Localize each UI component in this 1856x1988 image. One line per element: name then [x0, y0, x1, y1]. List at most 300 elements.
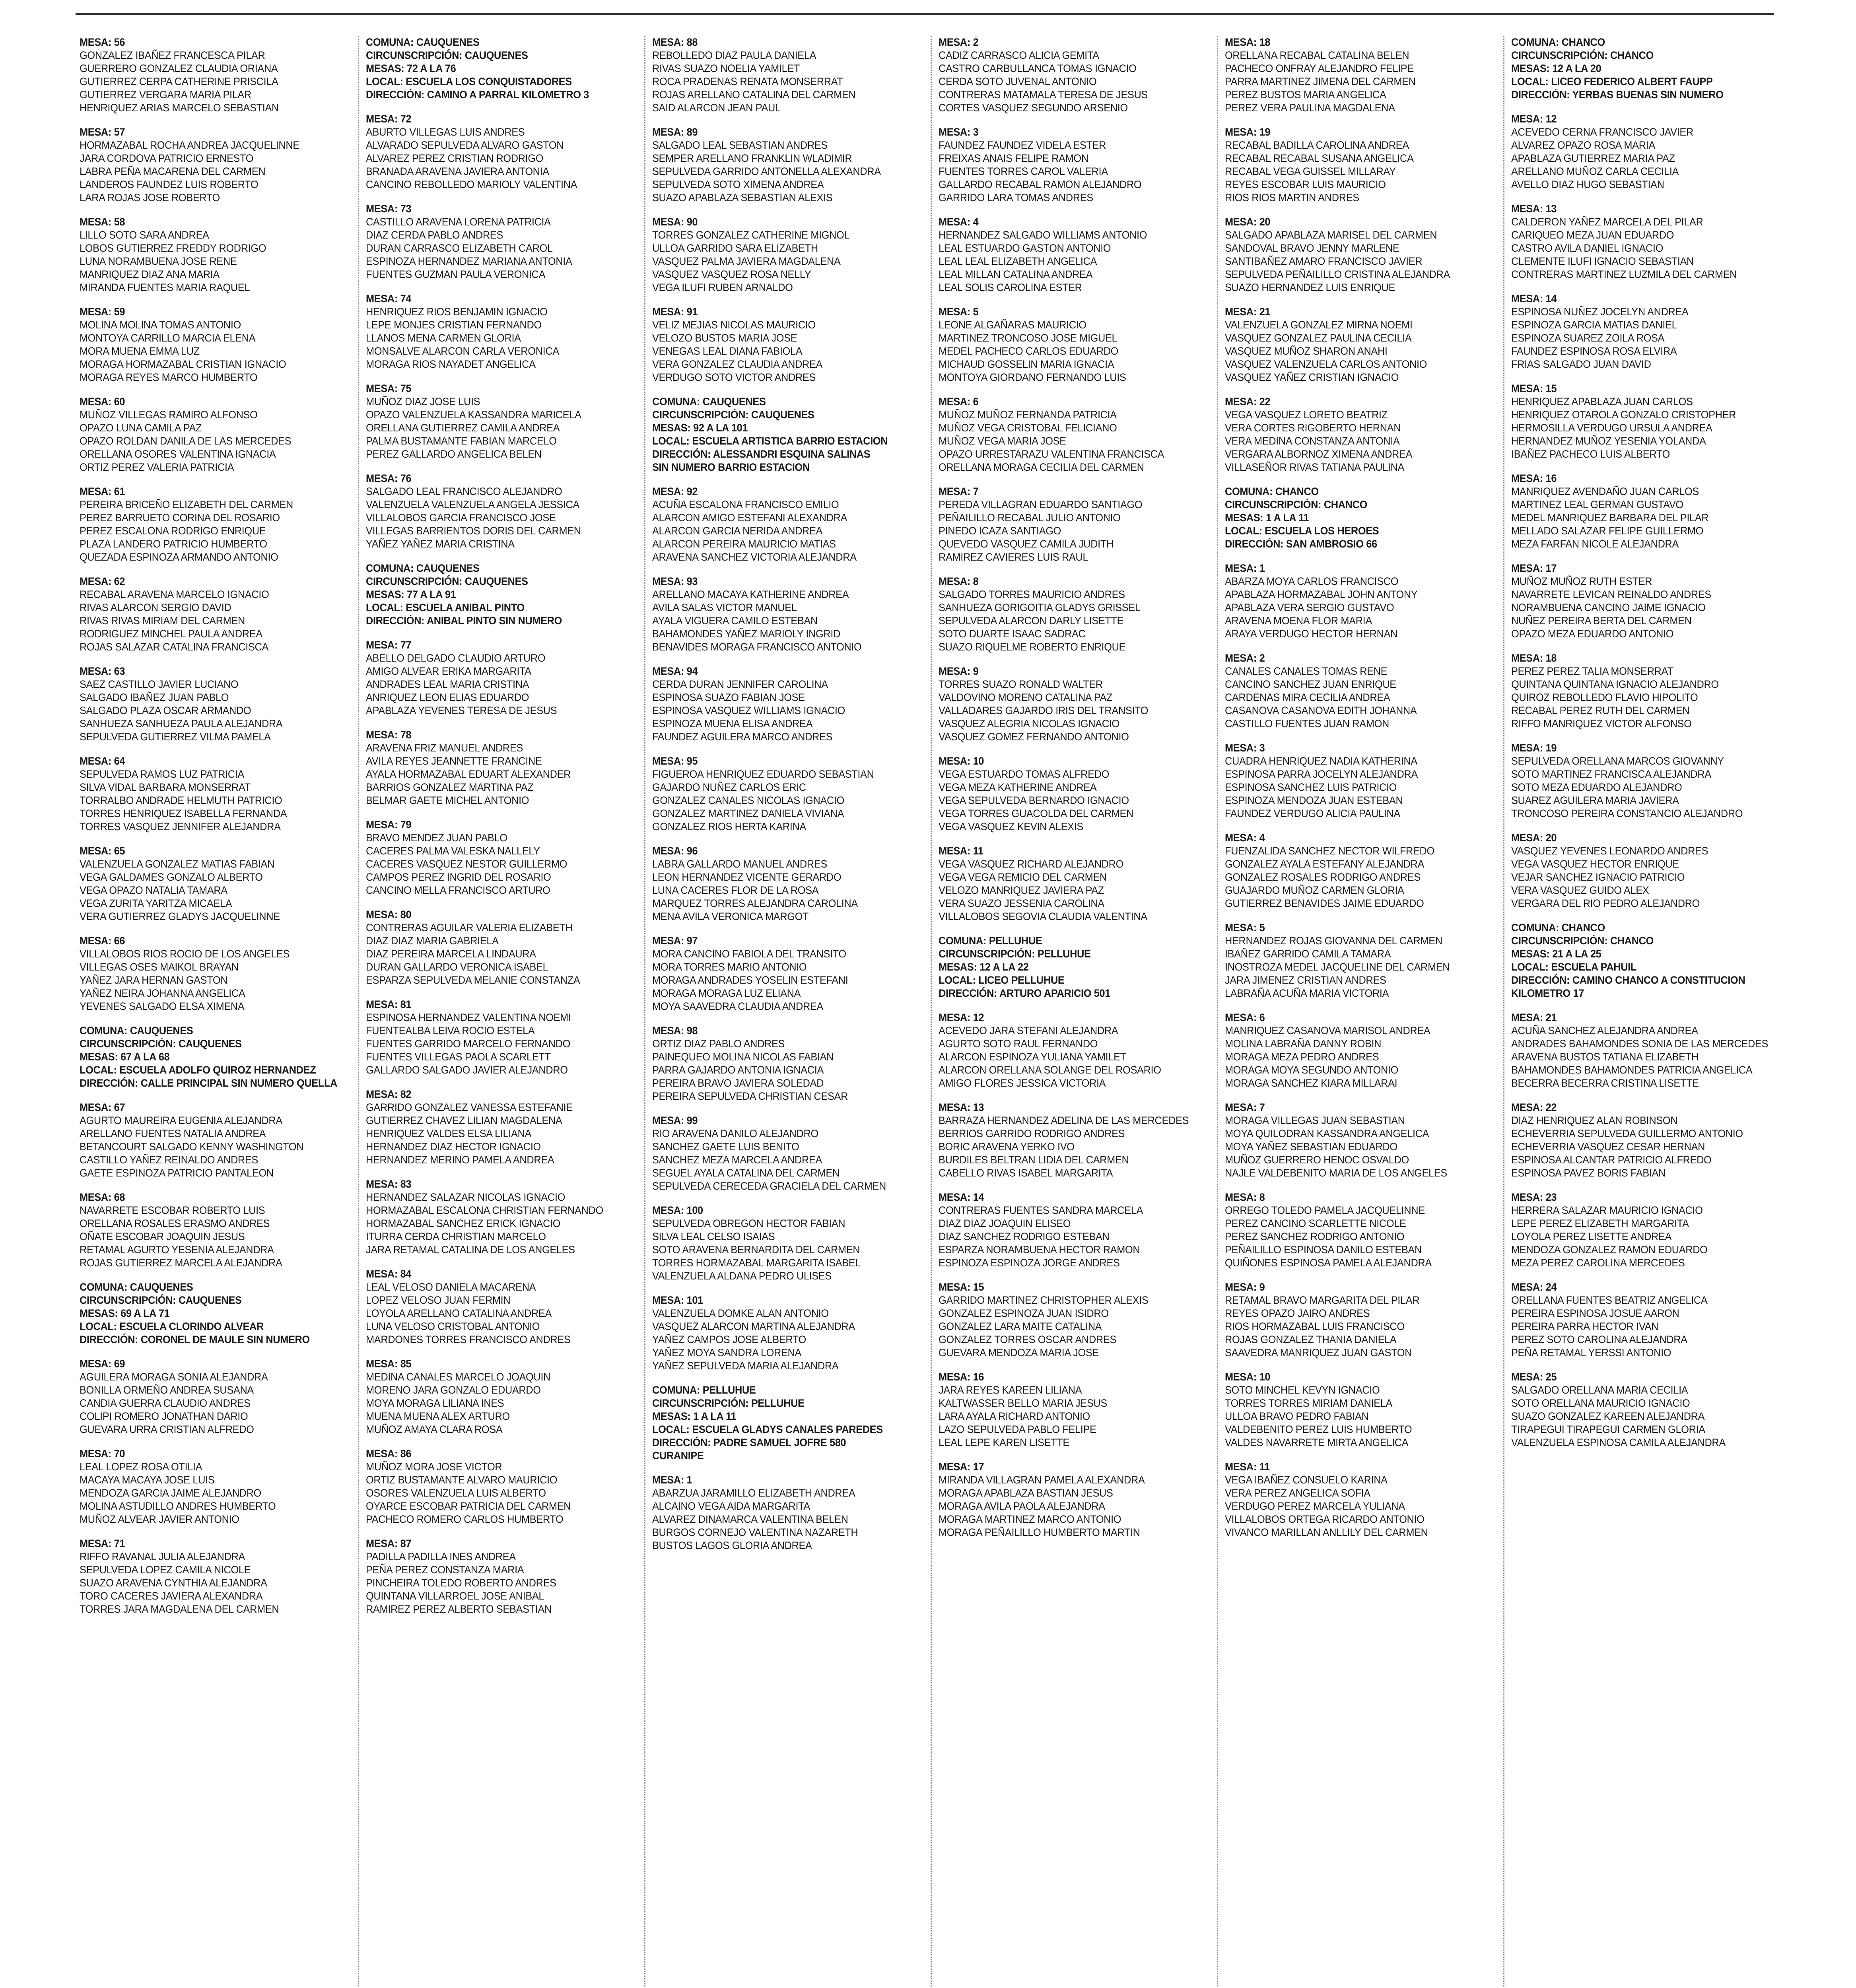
mesa-block [1511, 472, 1769, 551]
vocal-name: REYES OPAZO JAIRO ANDRES [1225, 1307, 1370, 1319]
mesa-block [652, 934, 910, 1013]
vocal-name: LARA AYALA RICHARD ANTONIO [939, 1410, 1090, 1422]
vocal-name: CADIZ CARRASCO ALICIA GEMITA [939, 49, 1099, 61]
vocal-name: BORIC ARAVENA YERKO IVO [939, 1141, 1075, 1153]
vocal-name: LEPE MONJES CRISTIAN FERNANDO [366, 319, 542, 331]
vocal-name: ARELLANO MACAYA KATHERINE ANDREA [652, 588, 849, 600]
vocal-name: FREIXAS ANAIS FELIPE RAMON [939, 152, 1088, 164]
top-rule [76, 13, 1774, 15]
mesa-title: MESA: 2 [939, 36, 979, 48]
vocal-name: CERDA SOTO JUVENAL ANTONIO [939, 76, 1097, 87]
vocal-name: LLANOS MENA CARMEN GLORIA [366, 332, 521, 344]
mesa-title: MESA: 73 [366, 203, 412, 215]
vocal-name: CORTES VASQUEZ SEGUNDO ARSENIO [939, 102, 1128, 114]
vocal-name: CAMPOS PEREZ INGRID DEL ROSARIO [366, 871, 551, 883]
vocal-name: LOYOLA PEREZ LISETTE ANDREA [1511, 1231, 1672, 1242]
vocal-name: ALVAREZ PEREZ CRISTIAN RODRIGO [366, 152, 544, 164]
vocal-name: TORRES HENRIQUEZ ISABELLA FERNANDA [80, 808, 287, 819]
vocal-name: HERNANDEZ ROJAS GIOVANNA DEL CARMEN [1225, 935, 1442, 947]
vocal-name: SEPULVEDA CERECEDA GRACIELA DEL CARMEN [652, 1180, 886, 1192]
vocal-name: AMIGO FLORES JESSICA VICTORIA [939, 1077, 1106, 1089]
vocal-name: TORRES SUAZO RONALD WALTER [939, 678, 1103, 690]
vocal-name: MORAGA APABLAZA BASTIAN JESUS [939, 1487, 1113, 1499]
mesa-block [652, 1294, 910, 1373]
vocal-name: MENDOZA GARCIA JAIME ALEJANDRO [80, 1487, 261, 1499]
vocal-name: MIRANDA FUENTES MARIA RAQUEL [80, 282, 250, 293]
vocal-name: GARRIDO GONZALEZ VANESSA ESTEFANIE [366, 1101, 573, 1113]
mesa-title: MESA: 89 [652, 126, 698, 138]
polling-place-line: MESAS: 12 A LA 20 [1511, 62, 1601, 74]
column-divider [931, 36, 932, 1988]
mesa-title: MESA: 1 [652, 1474, 692, 1486]
mesa-block [1225, 921, 1483, 1000]
vocal-name: ORELLANA RECABAL CATALINA BELEN [1225, 49, 1409, 61]
mesa-title: MESA: 84 [366, 1268, 412, 1280]
mesa-title: MESA: 71 [80, 1538, 125, 1549]
page-content [76, 36, 1782, 1988]
mesa-title: MESA: 19 [1225, 126, 1271, 138]
polling-place-line: LOCAL: ESCUELA LOS HEROES [1225, 525, 1379, 537]
vocal-name: SUAZO HERNANDEZ LUIS ENRIQUE [1225, 282, 1395, 293]
vocal-name: GONZALEZ IBAÑEZ FRANCESCA PILAR [80, 49, 265, 61]
mesa-block [366, 1268, 624, 1346]
mesa-title: MESA: 20 [1225, 216, 1271, 228]
vocal-name: ORREGO TOLEDO PAMELA JACQUELINNE [1225, 1204, 1425, 1216]
vocal-name: LEPE PEREZ ELIZABETH MARGARITA [1511, 1217, 1689, 1229]
mesa-title: MESA: 101 [652, 1294, 703, 1306]
mesa-title: MESA: 9 [1225, 1281, 1265, 1293]
vocal-name: ALCAINO VEGA AIDA MARGARITA [652, 1500, 810, 1512]
polling-place-line: DIRECCIÓN: CALLE PRINCIPAL SIN NUMERO QUELLA [80, 1077, 338, 1089]
vocal-name: GARRIDO LARA TOMAS ANDRES [939, 192, 1093, 204]
vocal-name: MUÑOZ AMAYA CLARA ROSA [366, 1423, 503, 1435]
vocal-name: ORTIZ PEREZ VALERIA PATRICIA [80, 461, 234, 473]
mesa-title: MESA: 97 [652, 935, 698, 947]
mesa-title: MESA: 69 [80, 1358, 125, 1370]
vocal-name: APABLAZA VERA SERGIO GUSTAVO [1225, 602, 1394, 613]
vocal-name: RECABAL VEGA GUISSEL MILLARAY [1225, 165, 1396, 177]
mesa-title: MESA: 64 [80, 755, 125, 767]
vocal-name: FRIAS SALGADO JUAN DAVID [1511, 358, 1651, 370]
vocal-name: ARAVENA SANCHEZ VICTORIA ALEJANDRA [652, 551, 857, 563]
vocal-name: VALENZUELA VALENZUELA ANGELA JESSICA [366, 499, 580, 511]
mesa-title: MESA: 67 [80, 1101, 125, 1113]
mesa-title: MESA: 95 [652, 755, 698, 767]
vocal-name: GUTIERREZ CERPA CATHERINE PRISCILA [80, 76, 278, 87]
vocal-name: RECABAL BADILLA CAROLINA ANDREA [1225, 139, 1409, 151]
vocal-name: MENA AVILA VERONICA MARGOT [652, 911, 809, 922]
column-5 [1225, 36, 1483, 1988]
polling-place-line: SIN NUMERO BARRIO ESTACION [652, 461, 810, 473]
vocal-name: ESPINOZA MENDOZA JUAN ESTEBAN [1225, 794, 1403, 806]
mesa-title: MESA: 21 [1511, 1011, 1557, 1023]
polling-place-line: COMUNA: PELLUHUE [939, 935, 1042, 947]
mesa-title: MESA: 87 [366, 1538, 412, 1549]
polling-place-line: MESAS: 21 A LA 25 [1511, 948, 1601, 960]
vocal-name: MORAGA PEÑAILILLO HUMBERTO MARTIN [939, 1526, 1140, 1538]
vocal-name: MIRANDA VILLAGRAN PAMELA ALEXANDRA [939, 1474, 1145, 1486]
vocal-name: MORAGA VILLEGAS JUAN SEBASTIAN [1225, 1114, 1405, 1126]
vocal-name: RECABAL ARAVENA MARCELO IGNACIO [80, 588, 269, 600]
mesa-title: MESA: 63 [80, 665, 125, 677]
mesa-title: MESA: 25 [1511, 1371, 1557, 1383]
vocal-name: ITURRA CERDA CHRISTIAN MARCELO [366, 1231, 546, 1242]
mesa-block [1511, 1371, 1769, 1449]
polling-place-line: CIRCUNSCRIPCIÓN: CAUQUENES [652, 409, 814, 421]
vocal-name: SEPULVEDA LOPEZ CAMILA NICOLE [80, 1564, 251, 1576]
vocal-name: VALDOVINO MORENO CATALINA PAZ [939, 691, 1113, 703]
vocal-name: PEÑAILILLO ESPINOSA DANILO ESTEBAN [1225, 1244, 1422, 1256]
vocal-name: VALLADARES GAJARDO IRIS DEL TRANSITO [939, 705, 1149, 716]
vocal-name: MELLADO SALAZAR FELIPE GUILLERMO [1511, 525, 1704, 537]
vocal-name: PARRA MARTINEZ JIMENA DEL CARMEN [1225, 76, 1416, 87]
polling-place-line: MESAS: 92 A LA 101 [652, 422, 748, 434]
mesa-block [80, 1101, 338, 1180]
vocal-name: MEZA PEREZ CAROLINA MERCEDES [1511, 1257, 1685, 1269]
mesa-title: MESA: 85 [366, 1358, 412, 1370]
vocal-name: AVILA SALAS VICTOR MANUEL [652, 602, 797, 613]
mesa-title: MESA: 75 [366, 382, 412, 394]
vocal-name: OPAZO VALENZUELA KASSANDRA MARICELA [366, 409, 581, 421]
vocal-name: VENEGAS LEAL DIANA FABIOLA [652, 345, 803, 357]
vocal-name: VILLEGAS BARRIENTOS DORIS DEL CARMEN [366, 525, 581, 537]
vocal-name: MORAGA ANDRADES YOSELIN ESTEFANI [652, 974, 848, 986]
vocal-name: VALENZUELA DOMKE ALAN ANTONIO [652, 1307, 829, 1319]
vocal-name: MUÑOZ MUÑOZ FERNANDA PATRICIA [939, 409, 1117, 421]
vocal-name: ESPINOZA SUAREZ ZOILA ROSA [1511, 332, 1665, 344]
mesa-block [1225, 742, 1483, 820]
mesa-block [1511, 1281, 1769, 1359]
mesa-title: MESA: 16 [1511, 472, 1557, 484]
vocal-name: ORTIZ DIAZ PABLO ANDRES [652, 1038, 785, 1050]
mesa-block [652, 36, 910, 115]
vocal-name: MORAGA REYES MARCO HUMBERTO [80, 371, 258, 383]
polling-place-line: COMUNA: CAUQUENES [366, 36, 480, 48]
vocal-name: GONZALEZ ESPINOZA JUAN ISIDRO [939, 1307, 1109, 1319]
polling-place-line: CIRCUNSCRIPCIÓN: CAUQUENES [80, 1294, 242, 1306]
vocal-name: RIFFO RAVANAL JULIA ALEJANDRA [80, 1551, 245, 1563]
mesa-title: MESA: 7 [1225, 1101, 1265, 1113]
vocal-name: SEPULVEDA ALARCON DARLY LISETTE [939, 615, 1124, 627]
vocal-name: PEREZ SANCHEZ RODRIGO ANTONIO [1225, 1231, 1405, 1242]
vocal-name: YAÑEZ MOYA SANDRA LORENA [652, 1347, 802, 1359]
vocal-name: SANCHEZ GAETE LUIS BENITO [652, 1141, 799, 1153]
mesa-title: MESA: 70 [80, 1448, 125, 1460]
mesa-title: MESA: 11 [939, 845, 983, 857]
mesa-title: MESA: 21 [1225, 306, 1271, 318]
vocal-name: ARELLANO MUÑOZ CARLA CECILIA [1511, 165, 1679, 177]
vocal-name: SEPULVEDA OBREGON HECTOR FABIAN [652, 1217, 845, 1229]
vocal-name: MANRIQUEZ AVENDAÑO JUAN CARLOS [1511, 485, 1699, 497]
vocal-name: SAEZ CASTILLO JAVIER LUCIANO [80, 678, 239, 690]
vocal-name: MOYA QUILODRAN KASSANDRA ANGELICA [1225, 1128, 1429, 1140]
vocal-name: GUTIERREZ BENAVIDES JAIME EDUARDO [1225, 897, 1424, 909]
vocal-name: HERNANDEZ MERINO PAMELA ANDREA [366, 1154, 554, 1166]
mesa-block [1511, 562, 1769, 641]
vocal-name: ULLOA GARRIDO SARA ELIZABETH [652, 242, 818, 254]
vocal-name: ARAVENA FRIZ MANUEL ANDRES [366, 742, 523, 754]
vocal-name: RECABAL RECABAL SUSANA ANGELICA [1225, 152, 1414, 164]
mesa-block [80, 215, 338, 294]
vocal-name: LEON HERNANDEZ VICENTE GERARDO [652, 871, 842, 883]
vocal-name: MUÑOZ ALVEAR JAVIER ANTONIO [80, 1513, 239, 1525]
vocal-name: ABARZUA JARAMILLO ELIZABETH ANDREA [652, 1487, 855, 1499]
mesa-block [1225, 1101, 1483, 1180]
vocal-name: ORELLANA FUENTES BEATRIZ ANGELICA [1511, 1294, 1708, 1306]
mesa-title: MESA: 24 [1511, 1281, 1557, 1293]
mesa-block [80, 1357, 338, 1436]
vocal-name: SANCHEZ MEZA MARCELA ANDREA [652, 1154, 822, 1166]
vocal-name: ALVAREZ OPAZO ROSA MARIA [1511, 139, 1655, 151]
polling-place-line: CIRCUNSCRIPCIÓN: PELLUHUE [939, 948, 1091, 960]
vocal-name: VEGA MEZA KATHERINE ANDREA [939, 781, 1097, 793]
mesa-block [1225, 562, 1483, 641]
polling-place-line: LOCAL: ESCUELA PAHUIL [1511, 961, 1636, 973]
vocal-name: MORAGA MORAGA LUZ ELIANA [652, 987, 801, 999]
vocal-name: VASQUEZ YEVENES LEONARDO ANDRES [1511, 845, 1708, 857]
mesa-title: MESA: 83 [366, 1178, 412, 1190]
mesa-title: MESA: 72 [366, 113, 412, 125]
mesa-title: MESA: 94 [652, 665, 698, 677]
vocal-name: SAID ALARCON JEAN PAUL [652, 102, 781, 114]
polling-place-line: MESAS: 12 A LA 22 [939, 961, 1029, 973]
vocal-name: VEGA SEPULVEDA BERNARDO IGNACIO [939, 794, 1129, 806]
vocal-name: TORRES JARA MAGDALENA DEL CARMEN [80, 1603, 279, 1615]
vocal-name: SALGADO IBAÑEZ JUAN PABLO [80, 691, 229, 703]
vocal-name: TORRES GONZALEZ CATHERINE MIGNOL [652, 229, 850, 241]
vocal-name: ESPARZA NORAMBUENA HECTOR RAMON [939, 1244, 1140, 1256]
mesa-title: MESA: 3 [1225, 742, 1265, 754]
vocal-name: GUTIERREZ VERGARA MARIA PILAR [80, 89, 251, 101]
vocal-name: PLAZA LANDERO PATRICIO HUMBERTO [80, 538, 267, 550]
vocal-name: VALENZUELA GONZALEZ MIRNA NOEMI [1225, 319, 1413, 331]
mesa-block [939, 1281, 1197, 1359]
vocal-name: DURAN GALLARDO VERONICA ISABEL [366, 961, 548, 973]
vocal-name: TORRES HORMAZABAL MARGARITA ISABEL [652, 1257, 861, 1269]
vocal-name: VASQUEZ PALMA JAVIERA MAGDALENA [652, 255, 841, 267]
polling-place-line: LOCAL: LICEO PELLUHUE [939, 974, 1065, 986]
vocal-name: RETAMAL AGURTO YESENIA ALEJANDRA [80, 1244, 274, 1256]
vocal-name: PEREIRA SEPULVEDA CHRISTIAN CESAR [652, 1090, 848, 1102]
vocal-name: VASQUEZ ALEGRIA NICOLAS IGNACIO [939, 718, 1119, 730]
vocal-name: CALDERON YAÑEZ MARCELA DEL PILAR [1511, 216, 1703, 228]
vocal-name: MUÑOZ VEGA MARIA JOSE [939, 435, 1066, 447]
vocal-name: AGUILERA MORAGA SONIA ALEJANDRA [80, 1371, 268, 1383]
polling-place-line: CIRCUNSCRIPCIÓN: CAUQUENES [366, 49, 528, 61]
mesa-title: MESA: 74 [366, 293, 412, 305]
vocal-name: CANDIA GUERRA CLAUDIO ANDRES [80, 1397, 251, 1409]
polling-place-line: DIRECCIÓN: ARTURO APARICIO 501 [939, 987, 1110, 999]
vocal-name: VELOZO MANRIQUEZ JAVIERA PAZ [939, 884, 1104, 896]
vocal-name: CUADRA HENRIQUEZ NADIA KATHERINA [1225, 755, 1417, 767]
mesa-title: MESA: 14 [1511, 293, 1557, 305]
mesa-title: MESA: 4 [939, 216, 979, 228]
vocal-name: ABARZA MOYA CARLOS FRANCISCO [1225, 575, 1399, 587]
mesa-block [1225, 1191, 1483, 1270]
vocal-name: BURDILES BELTRAN LIDIA DEL CARMEN [939, 1154, 1129, 1166]
mesa-block [80, 665, 338, 744]
vocal-name: MOYA SAAVEDRA CLAUDIA ANDREA [652, 1000, 824, 1012]
mesa-title: MESA: 80 [366, 909, 412, 920]
vocal-name: VEGA VASQUEZ HECTOR ENRIQUE [1511, 858, 1679, 870]
vocal-name: VALENZUELA ALDANA PEDRO ULISES [652, 1270, 832, 1282]
vocal-name: LABRA GALLARDO MANUEL ANDRES [652, 858, 827, 870]
vocal-name: MUÑOZ VEGA CRISTOBAL FELICIANO [939, 422, 1117, 434]
vocal-name: ROJAS GONZALEZ THANIA DANIELA [1225, 1334, 1397, 1345]
mesa-block [939, 755, 1197, 833]
vocal-name: SANHUEZA SANHUEZA PAULA ALEJANDRA [80, 718, 283, 730]
mesa-block [80, 395, 338, 474]
vocal-name: BETANCOURT SALGADO KENNY WASHINGTON [80, 1141, 304, 1153]
polling-place-line: MESAS: 67 A LA 68 [80, 1051, 170, 1063]
vocal-name: HENRIQUEZ VALDES ELSA LILIANA [366, 1128, 532, 1140]
mesa-title: MESA: 98 [652, 1025, 698, 1037]
vocal-name: LILLO SOTO SARA ANDREA [80, 229, 209, 241]
vocal-name: ORELLANA GUTIERREZ CAMILA ANDREA [366, 422, 560, 434]
vocal-name: FAUNDEZ VERDUGO ALICIA PAULINA [1225, 808, 1400, 819]
vocal-name: ACUÑA SANCHEZ ALEJANDRA ANDREA [1511, 1025, 1698, 1037]
mesa-title: MESA: 100 [652, 1204, 703, 1216]
mesa-block [366, 472, 624, 551]
vocal-name: OPAZO URRESTARAZU VALENTINA FRANCISCA [939, 448, 1164, 460]
vocal-name: VERDUGO PEREZ MARCELA YULIANA [1225, 1500, 1405, 1512]
mesa-block [939, 485, 1197, 564]
mesa-block [652, 1024, 910, 1103]
vocal-name: JARA JIMENEZ CRISTIAN ANDRES [1225, 974, 1386, 986]
mesa-block [652, 665, 910, 744]
vocal-name: MARQUEZ TORRES ALEJANDRA CAROLINA [652, 897, 858, 909]
vocal-name: DIAZ SANCHEZ RODRIGO ESTEBAN [939, 1231, 1110, 1242]
polling-place-line: CIRCUNSCRIPCIÓN: PELLUHUE [652, 1397, 805, 1409]
vocal-name: ESPINOSA PARRA JOCELYN ALEJANDRA [1225, 768, 1418, 780]
vocal-name: OPAZO MEZA EDUARDO ANTONIO [1511, 628, 1674, 640]
mesa-title: MESA: 6 [939, 396, 979, 408]
vocal-name: GONZALEZ CANALES NICOLAS IGNACIO [652, 794, 844, 806]
vocal-name: ROJAS ARELLANO CATALINA DEL CARMEN [652, 89, 856, 101]
vocal-name: TIRAPEGUI TIRAPEGUI CARMEN GLORIA [1511, 1423, 1705, 1435]
polling-place-line: MESAS: 77 A LA 91 [366, 588, 456, 600]
mesa-block [939, 1191, 1197, 1270]
vocal-name: TRONCOSO PEREIRA CONSTANCIO ALEJANDRO [1511, 808, 1743, 819]
vocal-name: PEREIRA ESPINOSA JOSUE AARON [1511, 1307, 1679, 1319]
vocal-name: HERMOSILLA VERDUGO URSULA ANDREA [1511, 422, 1712, 434]
mesa-block [1225, 652, 1483, 730]
mesa-block [1225, 1460, 1483, 1539]
vocal-name: MUÑOZ DIAZ JOSE LUIS [366, 396, 480, 408]
vocal-name: RECABAL PEREZ RUTH DEL CARMEN [1511, 705, 1690, 716]
vocal-name: FUENTEALBA LEIVA ROCIO ESTELA [366, 1025, 535, 1037]
vocal-name: FUENZALIDA SANCHEZ NECTOR WILFREDO [1225, 845, 1434, 857]
vocal-name: SALGADO APABLAZA MARISEL DEL CARMEN [1225, 229, 1437, 241]
vocal-name: REBOLLEDO DIAZ PAULA DANIELA [652, 49, 816, 61]
mesa-title: MESA: 9 [939, 665, 979, 677]
polling-place-line: CIRCUNSCRIPCIÓN: CHANCO [1511, 49, 1654, 61]
vocal-name: PEÑA RETAMAL YERSSI ANTONIO [1511, 1347, 1671, 1359]
vocal-name: VERGARA ALBORNOZ XIMENA ANDREA [1225, 448, 1413, 460]
mesa-title: MESA: 82 [366, 1088, 412, 1100]
vocal-name: VASQUEZ GONZALEZ PAULINA CECILIA [1225, 332, 1412, 344]
vocal-name: ALARCON GARCIA NERIDA ANDREA [652, 525, 823, 537]
vocal-name: VILLALOBOS SEGOVIA CLAUDIA VALENTINA [939, 911, 1147, 922]
mesa-block [366, 1447, 624, 1526]
polling-place-line: DIRECCIÓN: YERBAS BUENAS SIN NUMERO [1511, 89, 1724, 101]
mesa-block [1225, 1371, 1483, 1449]
mesa-block [366, 1088, 624, 1167]
mesa-title: MESA: 16 [939, 1371, 984, 1383]
vocal-name: ESPARZA SEPULVEDA MELANIE CONSTANZA [366, 974, 580, 986]
vocal-name: PEREIRA BRAVO JAVIERA SOLEDAD [652, 1077, 824, 1089]
vocal-name: VASQUEZ VALENZUELA CARLOS ANTONIO [1225, 358, 1427, 370]
vocal-name: HERNANDEZ SALAZAR NICOLAS IGNACIO [366, 1191, 565, 1203]
vocal-name: DIAZ CERDA PABLO ANDRES [366, 229, 503, 241]
vocal-name: PALMA BUSTAMANTE FABIAN MARCELO [366, 435, 557, 447]
vocal-name: JARA CORDOVA PATRICIO ERNESTO [80, 152, 254, 164]
vocal-name: VEGA VASQUEZ KEVIN ALEXIS [939, 821, 1083, 833]
vocal-name: VALENZUELA GONZALEZ MATIAS FABIAN [80, 858, 275, 870]
mesa-block [652, 1474, 910, 1552]
vocal-name: YAÑEZ NEIRA JOHANNA ANGELICA [80, 987, 245, 999]
mesa-title: MESA: 12 [939, 1011, 984, 1023]
vocal-name: ALARCON ORELLANA SOLANGE DEL ROSARIO [939, 1064, 1161, 1076]
vocal-name: MORAGA SANCHEZ KIARA MILLARAI [1225, 1077, 1397, 1089]
vocal-name: CACERES PALMA VALESKA NALLELY [366, 845, 540, 857]
vocal-name: ABELLO DELGADO CLAUDIO ARTURO [366, 652, 546, 664]
vocal-name: REYES ESCOBAR LUIS MAURICIO [1225, 179, 1386, 190]
vocal-name: PINCHEIRA TOLEDO ROBERTO ANDRES [366, 1577, 556, 1589]
vocal-name: VILLEGAS OSES MAIKOL BRAYAN [80, 961, 239, 973]
vocal-name: PEREIRA BRICEÑO ELIZABETH DEL CARMEN [80, 499, 293, 511]
vocal-name: CASANOVA CASANOVA EDITH JOHANNA [1225, 705, 1417, 716]
vocal-name: VEJAR SANCHEZ IGNACIO PATRICIO [1511, 871, 1685, 883]
vocal-name: MOLINA LABRAÑA DANNY ROBIN [1225, 1038, 1382, 1050]
vocal-name: QUEVEDO VASQUEZ CAMILA JUDITH [939, 538, 1114, 550]
vocal-name: APABLAZA HORMAZABAL JOHN ANTONY [1225, 588, 1418, 600]
mesa-title: MESA: 76 [366, 472, 412, 484]
mesa-title: MESA: 77 [366, 639, 412, 651]
vocal-name: BELMAR GAETE MICHEL ANTONIO [366, 794, 529, 806]
vocal-name: BARRAZA HERNANDEZ ADELINA DE LAS MERCEDES [939, 1114, 1189, 1126]
vocal-name: SUAZO ARAVENA CYNTHIA ALEJANDRA [80, 1577, 267, 1589]
polling-place-line: DIRECCIÓN: CAMINO CHANCO A CONSTITUCION [1511, 974, 1745, 986]
mesa-title: MESA: 15 [1511, 382, 1557, 394]
vocal-name: AYALA HORMAZABAL EDUART ALEXANDER [366, 768, 571, 780]
mesa-title: MESA: 22 [1511, 1101, 1557, 1113]
vocal-name: DIAZ PEREIRA MARCELA LINDAURA [366, 948, 536, 960]
vocal-name: AVELLO DIAZ HUGO SEBASTIAN [1511, 179, 1664, 190]
vocal-name: ORELLANA OSORES VALENTINA IGNACIA [80, 448, 276, 460]
vocal-name: PADILLA PADILLA INES ANDREA [366, 1551, 516, 1563]
mesa-block [80, 755, 338, 833]
vocal-name: ACUÑA ESCALONA FRANCISCO EMILIO [652, 499, 839, 511]
polling-place-line: DIRECCIÓN: ANIBAL PINTO SIN NUMERO [366, 615, 562, 627]
mesa-block [652, 1204, 910, 1283]
vocal-name: VILLASEÑOR RIVAS TATIANA PAULINA [1225, 461, 1405, 473]
column-1 [80, 36, 338, 1988]
polling-place-line: CIRCUNSCRIPCIÓN: CAUQUENES [366, 575, 528, 587]
mesa-title: MESA: 8 [939, 575, 979, 587]
vocal-name: CASTRO CARBULLANCA TOMAS IGNACIO [939, 62, 1137, 74]
vocal-name: QUIROZ REBOLLEDO FLAVIO HIPOLITO [1511, 691, 1698, 703]
mesa-title: MESA: 99 [652, 1114, 698, 1126]
vocal-name: VEGA ILUFI RUBEN ARNALDO [652, 282, 793, 293]
vocal-name: CARIQUEO MEZA JUAN EDUARDO [1511, 229, 1674, 241]
mesa-block [366, 998, 624, 1077]
polling-place-header [1511, 921, 1769, 1000]
vocal-name: BONILLA ORMEÑO ANDREA SUSANA [80, 1384, 254, 1396]
mesa-block [652, 575, 910, 654]
vocal-name: OSORES VALENZUELA LUIS ALBERTO [366, 1487, 546, 1499]
mesa-block [366, 202, 624, 281]
